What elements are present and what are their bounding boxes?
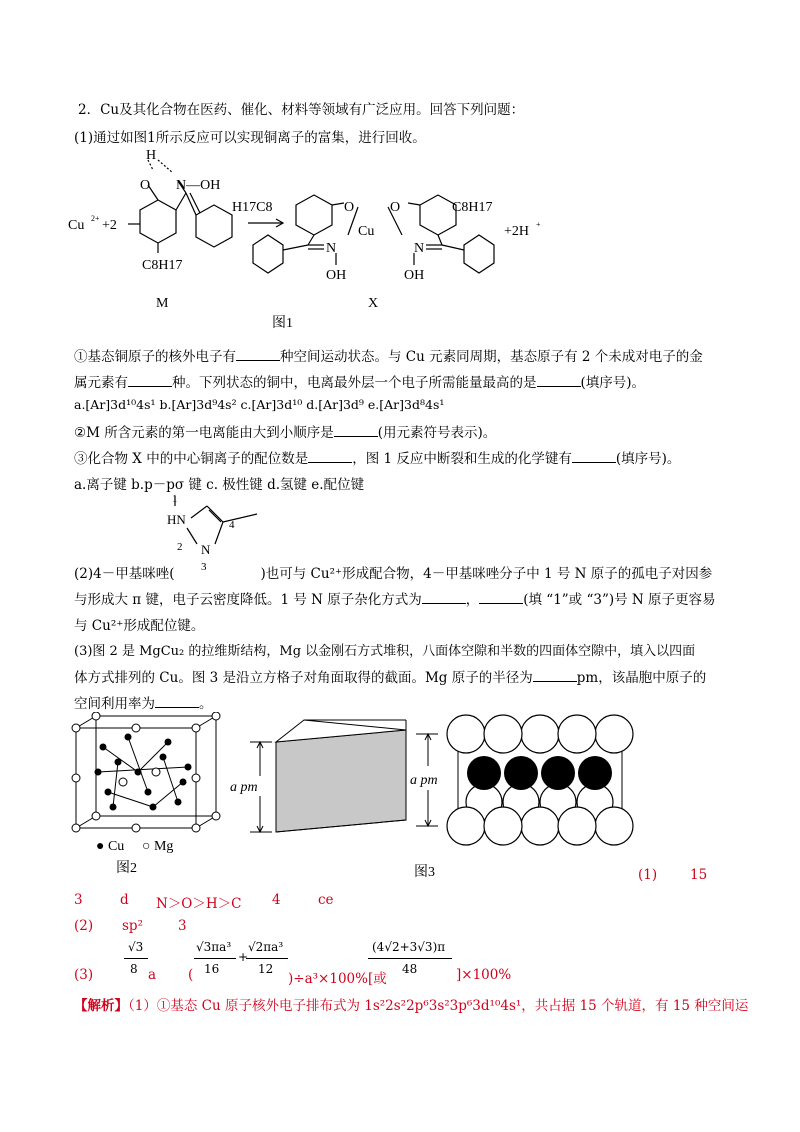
figure-2	[68, 712, 228, 882]
imid-n2-label: 2	[177, 541, 183, 553]
x-c8h17: C8H17	[452, 200, 493, 215]
ans2-label: (2)	[74, 918, 94, 934]
fig2-caption: 图2	[116, 861, 137, 876]
m-ring-left	[140, 200, 176, 243]
frac-bar	[368, 958, 452, 959]
figure-cube-section	[230, 716, 420, 836]
ans3-tail: )÷a³×100%[或	[288, 971, 387, 987]
answer-blank[interactable]	[537, 373, 581, 387]
x-oh-right: OH	[404, 268, 425, 283]
q1-1-line2: 属元素有 种。下列状态的铜中，电离最外层一个电子所需能量最高的是 (填序号)。	[74, 375, 646, 391]
frac-bar	[194, 958, 236, 959]
ans2-v1: sp²	[122, 918, 143, 934]
m-c8h17: C8H17	[142, 258, 183, 273]
analysis-text: （1）①基态 Cu 原子核外电子排布式为 1s²2s²2p⁶3s²3p⁶3d¹⁰4s¹，共占据 15 个轨道，有 15 种空间运	[128, 998, 749, 1014]
x-o-left: O	[344, 200, 355, 215]
reactant-coeff: +2	[102, 218, 117, 233]
analysis-label: 【解析】	[74, 998, 128, 1014]
x-h17c8: H17C8	[232, 200, 273, 215]
fig1-caption: 图1	[272, 316, 293, 331]
q2-line3: 与 Cu²⁺形成配位键。	[74, 618, 205, 634]
ans1-v3: d	[120, 892, 129, 908]
ans3-a: a	[148, 967, 157, 983]
imid-n1-label: 1	[172, 493, 178, 505]
product-charge: +	[536, 220, 541, 229]
ans3-f2-num: √3πa³	[196, 940, 232, 954]
reactant-cu: Cu	[68, 218, 85, 233]
q2-line2: 与形成大 π 键，电子云密度降低。1 号 N 原子杂化方式为 ， (填 “1”或 “3”)号 N 原子更容易	[74, 592, 716, 608]
ans3-f4-num: (4√2+3√3)π	[372, 940, 446, 954]
imid-hn: HN	[167, 512, 186, 527]
group-noh: N—OH	[176, 178, 221, 193]
reactant-charge: 2+	[91, 214, 100, 223]
label-m: M	[156, 296, 169, 311]
q2-line1: (2)4－甲基咪唑( )也可与 Cu²⁺形成配合物，4－甲基咪唑分子中 1 号 N 原子的孤电子对因参	[74, 566, 713, 582]
q3-line3: 空间利用率为 。	[74, 696, 213, 712]
q3-line1: (3)图 2 是 MgCu₂ 的拉维斯结构，Mg 以金刚石方式堆积，八面体空隙和半数的四面体空隙中，填入以四面	[74, 644, 696, 659]
ans1-v4: N＞O＞H＞C	[156, 896, 242, 912]
ans1-v1: 15	[690, 867, 708, 883]
frac-bar	[124, 958, 148, 959]
ans3-plus: +	[238, 950, 249, 964]
answer-blank[interactable]	[128, 373, 172, 387]
answer-blank[interactable]	[334, 423, 378, 437]
imidazole-structure	[165, 492, 275, 572]
frac-bar	[246, 958, 288, 959]
x-oh-left: OH	[326, 268, 347, 283]
ans3-open: (	[188, 967, 194, 983]
legend-mg: ○ Mg	[142, 839, 174, 854]
x-n-left: N	[326, 241, 337, 256]
figure-1	[68, 145, 548, 335]
answer-blank[interactable]	[479, 590, 523, 604]
ans3-f4-den: 48	[402, 962, 418, 976]
answer-blank[interactable]	[308, 449, 352, 463]
ans3-f3-num: √2πa³	[248, 940, 284, 954]
q1-options: a.[Ar]3d¹⁰4s¹ b.[Ar]3d⁹4s² c.[Ar]3d¹⁰ d.[Ar]3d⁹ e.[Ar]3d⁸4s¹	[74, 397, 445, 412]
atom-h: H	[146, 148, 157, 163]
x-cu: Cu	[358, 224, 375, 239]
q1-2: ②M 所含元素的第一电离能由大到小顺序是 (用元素符号表示)。	[74, 425, 497, 441]
ans1-v2: 3	[74, 892, 83, 908]
label-x: X	[368, 296, 379, 311]
x-o-right: O	[390, 200, 401, 215]
figure-3	[410, 712, 635, 882]
product-h: +2H	[504, 224, 530, 239]
part1-intro: (1)通过如图1所示反应可以实现铜离子的富集，进行回收。	[74, 130, 426, 146]
question-intro: 2．Cu及其化合物在医药、催化、材料等领域有广泛应用。回答下列问题：	[78, 102, 525, 118]
ans3-end: ]×100%	[456, 967, 512, 983]
answer-blank[interactable]	[572, 449, 616, 463]
ans1-v6: ce	[318, 892, 334, 908]
x-n-right: N	[414, 241, 425, 256]
analysis-line	[74, 994, 748, 1014]
imid-n3-label: 3	[201, 561, 207, 572]
m-ring-right	[196, 205, 232, 247]
q1-3: ③化合物 X 中的中心铜离子的配位数是 ，图 1 反应中断裂和生成的化学键有 (填序号)。	[74, 451, 681, 467]
ans3-label: (3)	[74, 967, 94, 983]
fig3-dim: a pm	[410, 773, 438, 788]
atom-o: O	[140, 178, 151, 193]
imid-n: N	[201, 542, 211, 557]
ans1-label: (1)	[638, 867, 658, 883]
answer-blank[interactable]	[155, 694, 199, 708]
answer-blank[interactable]	[422, 590, 466, 604]
cube-dim: a pm	[230, 780, 258, 795]
fig3-caption: 图3	[414, 865, 435, 880]
q1-1-line1: ①基态铜原子的核外电子有 种空间运动状态。与 Cu 元素同周期，基态原子有 2 个未成对电子的金	[74, 349, 703, 365]
q1-3-options: a.离子键 b.p－pσ 键 c. 极性键 d.氢键 e.配位键	[74, 477, 365, 493]
answer-blank[interactable]	[236, 347, 280, 361]
ans2-v2: 3	[178, 918, 187, 934]
ans3-f3-den: 12	[258, 962, 274, 976]
ans1-v5: 4	[272, 892, 281, 908]
ans3-f2-den: 16	[204, 962, 220, 976]
ans3-f1-num: √3	[128, 940, 144, 954]
q3-line2: 体方式排列的 Cu。图 3 是沿立方格子对角面取得的截面。Mg 原子的半径为 pm，该晶胞中原子的	[74, 670, 707, 686]
imid-n4-label: 4	[229, 519, 235, 531]
ans3-f1-den: 8	[130, 962, 138, 976]
answer-blank[interactable]	[533, 668, 577, 682]
legend-cu: ● Cu	[96, 839, 125, 854]
